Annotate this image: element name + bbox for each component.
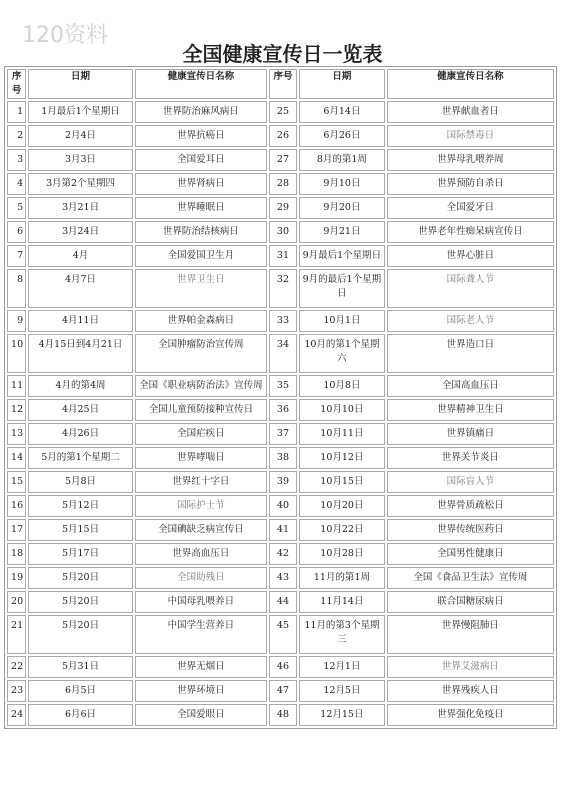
date-cell: 4月15日到4月21日 <box>28 334 133 373</box>
date-cell: 4月26日 <box>28 423 133 445</box>
row-number: 43 <box>269 567 297 589</box>
date-cell: 12月1日 <box>299 656 385 678</box>
name-cell: 世界慢阻肺日 <box>387 615 554 654</box>
name-cell: 全国男性健康日 <box>387 543 554 565</box>
date-cell: 4月11日 <box>28 310 133 332</box>
table-row <box>7 423 554 445</box>
row-number: 23 <box>7 680 26 702</box>
date-cell: 1月最后1个星期日 <box>28 101 133 123</box>
table-row <box>7 567 554 589</box>
row-number: 32 <box>269 269 297 308</box>
date-cell: 3月24日 <box>28 221 133 243</box>
watermark: 120资料 <box>22 23 108 48</box>
table-row <box>7 591 554 613</box>
row-number: 13 <box>7 423 26 445</box>
row-number: 1 <box>7 101 26 123</box>
date-cell: 5月12日 <box>28 495 133 517</box>
name-cell: 全国爱耳日 <box>135 149 267 171</box>
table-row <box>7 680 554 702</box>
name-cell: 世界骨质疏松日 <box>387 495 554 517</box>
row-number: 7 <box>7 245 26 267</box>
row-number: 38 <box>269 447 297 469</box>
row-number: 21 <box>7 615 26 654</box>
row-number: 31 <box>269 245 297 267</box>
row-number: 27 <box>269 149 297 171</box>
row-number: 47 <box>269 680 297 702</box>
table-row <box>7 447 554 469</box>
row-number: 26 <box>269 125 297 147</box>
name-cell: 全国高血压日 <box>387 375 554 397</box>
date-cell: 10月20日 <box>299 495 385 517</box>
table-row <box>7 101 554 123</box>
name-cell: 全国儿童预防接种宣传日 <box>135 399 267 421</box>
row-number: 39 <box>269 471 297 493</box>
name-cell: 全国助残日 <box>135 567 267 589</box>
date-cell: 10月8日 <box>299 375 385 397</box>
row-number: 6 <box>7 221 26 243</box>
date-cell: 11月的第3个星期三 <box>299 615 385 654</box>
name-cell: 世界环境日 <box>135 680 267 702</box>
name-cell: 全国《食品卫生法》宣传周 <box>387 567 554 589</box>
page-title: 全国健康宣传日一览表 <box>182 42 383 66</box>
header-date-2: 日期 <box>299 69 385 99</box>
name-cell: 世界造口日 <box>387 334 554 373</box>
name-cell: 联合国糖尿病日 <box>387 591 554 613</box>
row-number: 9 <box>7 310 26 332</box>
name-cell: 全国疟疾日 <box>135 423 267 445</box>
health-days-table <box>4 66 557 729</box>
date-cell: 10月的第1个星期六 <box>299 334 385 373</box>
name-cell: 国际护士节 <box>135 495 267 517</box>
name-cell: 世界抗癌日 <box>135 125 267 147</box>
row-number: 18 <box>7 543 26 565</box>
date-cell: 4月25日 <box>28 399 133 421</box>
date-cell: 10月11日 <box>299 423 385 445</box>
date-cell: 10月28日 <box>299 543 385 565</box>
row-number: 45 <box>269 615 297 654</box>
date-cell: 3月第2个星期四 <box>28 173 133 195</box>
name-cell: 全国碘缺乏病宣传日 <box>135 519 267 541</box>
date-cell: 10月10日 <box>299 399 385 421</box>
name-cell: 世界传统医药日 <box>387 519 554 541</box>
date-cell: 9月20日 <box>299 197 385 219</box>
name-cell: 世界老年性痴呆病宣传日 <box>387 221 554 243</box>
date-cell: 4月的第4周 <box>28 375 133 397</box>
row-number: 41 <box>269 519 297 541</box>
row-number: 40 <box>269 495 297 517</box>
row-number: 37 <box>269 423 297 445</box>
row-number: 17 <box>7 519 26 541</box>
date-cell: 12月5日 <box>299 680 385 702</box>
date-cell: 8月的第1周 <box>299 149 385 171</box>
name-cell: 世界红十字日 <box>135 471 267 493</box>
table-row <box>7 269 554 308</box>
row-number: 24 <box>7 704 26 726</box>
name-cell: 世界无烟日 <box>135 656 267 678</box>
name-cell: 全国爱牙日 <box>387 197 554 219</box>
date-cell: 11月14日 <box>299 591 385 613</box>
date-cell: 5月的第1个星期二 <box>28 447 133 469</box>
date-cell: 10月1日 <box>299 310 385 332</box>
date-cell: 5月20日 <box>28 615 133 654</box>
name-cell: 世界强化免疫日 <box>387 704 554 726</box>
name-cell: 世界心脏日 <box>387 245 554 267</box>
date-cell: 5月20日 <box>28 591 133 613</box>
row-number: 11 <box>7 375 26 397</box>
name-cell: 国际聋人节 <box>387 269 554 308</box>
date-cell: 6月26日 <box>299 125 385 147</box>
date-cell: 9月最后1个星期日 <box>299 245 385 267</box>
table-row <box>7 221 554 243</box>
name-cell: 国际禁毒日 <box>387 125 554 147</box>
name-cell: 国际老人节 <box>387 310 554 332</box>
date-cell: 5月17日 <box>28 543 133 565</box>
date-cell: 6月6日 <box>28 704 133 726</box>
date-cell: 11月的第1周 <box>299 567 385 589</box>
row-number: 16 <box>7 495 26 517</box>
row-number: 22 <box>7 656 26 678</box>
name-cell: 世界睡眠日 <box>135 197 267 219</box>
table-row <box>7 173 554 195</box>
date-cell: 5月20日 <box>28 567 133 589</box>
row-number: 42 <box>269 543 297 565</box>
name-cell: 世界镇痛日 <box>387 423 554 445</box>
date-cell: 6月5日 <box>28 680 133 702</box>
table-row <box>7 615 554 654</box>
row-number: 33 <box>269 310 297 332</box>
row-number: 19 <box>7 567 26 589</box>
date-cell: 4月7日 <box>28 269 133 308</box>
table-row <box>7 310 554 332</box>
row-number: 20 <box>7 591 26 613</box>
name-cell: 全国肿瘤防治宣传周 <box>135 334 267 373</box>
name-cell: 世界肾病日 <box>135 173 267 195</box>
header-no-2: 序号 <box>269 69 297 99</box>
table-row <box>7 125 554 147</box>
name-cell: 世界残疾人日 <box>387 680 554 702</box>
row-number: 36 <box>269 399 297 421</box>
date-cell: 6月14日 <box>299 101 385 123</box>
table-row <box>7 704 554 726</box>
header-name-2: 健康宣传日名称 <box>387 69 554 99</box>
name-cell: 世界献血者日 <box>387 101 554 123</box>
row-number: 10 <box>7 334 26 373</box>
date-cell: 10月12日 <box>299 447 385 469</box>
date-cell: 3月3日 <box>28 149 133 171</box>
name-cell: 全国《职业病防治法》宣传周 <box>135 375 267 397</box>
table-row <box>7 375 554 397</box>
date-cell: 10月15日 <box>299 471 385 493</box>
date-cell: 9月10日 <box>299 173 385 195</box>
date-cell: 9月21日 <box>299 221 385 243</box>
row-number: 48 <box>269 704 297 726</box>
date-cell: 4月 <box>28 245 133 267</box>
row-number: 46 <box>269 656 297 678</box>
table-row <box>7 334 554 373</box>
name-cell: 全国爱眼日 <box>135 704 267 726</box>
row-number: 30 <box>269 221 297 243</box>
name-cell: 世界卫生日 <box>135 269 267 308</box>
row-number: 44 <box>269 591 297 613</box>
table-row <box>7 519 554 541</box>
name-cell: 世界母乳喂养周 <box>387 149 554 171</box>
name-cell: 世界哮喘日 <box>135 447 267 469</box>
table-header-row <box>7 69 554 99</box>
date-cell: 5月15日 <box>28 519 133 541</box>
date-cell: 12月15日 <box>299 704 385 726</box>
table-row <box>7 399 554 421</box>
date-cell: 10月22日 <box>299 519 385 541</box>
table-row <box>7 149 554 171</box>
row-number: 35 <box>269 375 297 397</box>
row-number: 3 <box>7 149 26 171</box>
row-number: 4 <box>7 173 26 195</box>
name-cell: 世界精神卫生日 <box>387 399 554 421</box>
row-number: 34 <box>269 334 297 373</box>
header-no: 序号 <box>7 69 26 99</box>
name-cell: 世界关节炎日 <box>387 447 554 469</box>
row-number: 28 <box>269 173 297 195</box>
table-row <box>7 543 554 565</box>
name-cell: 世界艾滋病日 <box>387 656 554 678</box>
table-row <box>7 471 554 493</box>
row-number: 25 <box>269 101 297 123</box>
name-cell: 世界预防自杀日 <box>387 173 554 195</box>
name-cell: 国际盲人节 <box>387 471 554 493</box>
table-row <box>7 197 554 219</box>
row-number: 8 <box>7 269 26 308</box>
row-number: 12 <box>7 399 26 421</box>
name-cell: 世界防治结核病日 <box>135 221 267 243</box>
name-cell: 世界防治麻风病日 <box>135 101 267 123</box>
date-cell: 2月4日 <box>28 125 133 147</box>
table-row <box>7 656 554 678</box>
row-number: 29 <box>269 197 297 219</box>
name-cell: 中国母乳喂养日 <box>135 591 267 613</box>
row-number: 14 <box>7 447 26 469</box>
table-row <box>7 245 554 267</box>
date-cell: 9月的最后1个星期日 <box>299 269 385 308</box>
row-number: 5 <box>7 197 26 219</box>
table-row <box>7 495 554 517</box>
name-cell: 世界高血压日 <box>135 543 267 565</box>
name-cell: 中国学生营养日 <box>135 615 267 654</box>
row-number: 15 <box>7 471 26 493</box>
date-cell: 5月31日 <box>28 656 133 678</box>
row-number: 2 <box>7 125 26 147</box>
date-cell: 3月21日 <box>28 197 133 219</box>
header-name: 健康宣传日名称 <box>135 69 267 99</box>
name-cell: 世界帕金森病日 <box>135 310 267 332</box>
header-date: 日期 <box>28 69 133 99</box>
date-cell: 5月8日 <box>28 471 133 493</box>
name-cell: 全国爱国卫生月 <box>135 245 267 267</box>
